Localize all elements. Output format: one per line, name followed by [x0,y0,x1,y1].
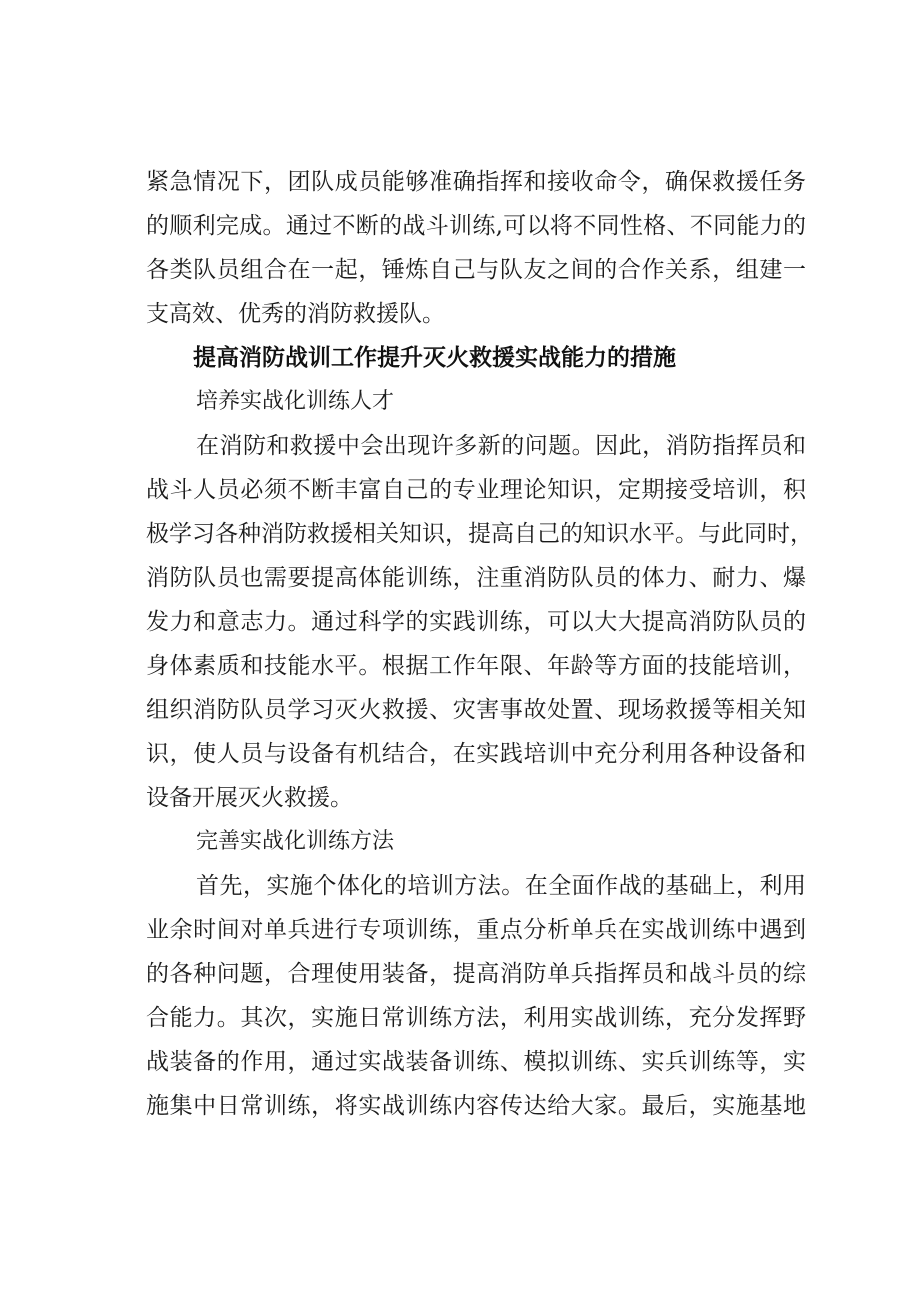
subsection-title-2: 完善实战化训练方法 [196,829,395,854]
paragraph-line: 设备开展灭火救援。 [146,785,353,811]
paragraph-line: 在消防和救援中会出现许多新的问题。因此，消防指挥员和 [196,433,806,459]
paragraph-line: 的顺利完成。通过不断的战斗训练,可以将不同性格、不同能力的 [146,213,806,239]
paragraph-line: 组织消防队员学习灭火救援、灾害事故处置、现场救援等相关知 [146,697,806,723]
paragraph-line: 消防队员也需要提高体能训练，注重消防队员的体力、耐力、爆 [146,565,806,591]
subsection-title-1: 培养实战化训练人才 [196,389,395,414]
paragraph-line: 首先，实施个体化的培训方法。在全面作战的基础上，利用 [196,873,806,899]
paragraph-line: 极学习各种消防救援相关知识，提高自己的知识水平。与此同时， [146,521,813,547]
paragraph-line: 战斗人员必须不断丰富自己的专业理论知识，定期接受培训，积 [146,477,806,503]
paragraph-line: 身体素质和技能水平。根据工作年限、年龄等方面的技能培训， [146,653,806,679]
paragraph-line: 施集中日常训练，将实战训练内容传达给大家。最后，实施基地 [146,1093,806,1119]
paragraph-line: 合能力。其次，实施日常训练方法，利用实战训练，充分发挥野 [146,1005,806,1031]
paragraph-line: 业余时间对单兵进行专项训练，重点分析单兵在实战训练中遇到 [146,917,806,943]
paragraph-line: 各类队员组合在一起，锤炼自己与队友之间的合作关系，组建一 [146,257,806,283]
section-heading: 提高消防战训工作提升灭火救援实战能力的措施 [193,345,676,371]
paragraph-line: 的各种问题，合理使用装备，提高消防单兵指挥员和战斗员的综 [146,961,806,987]
paragraph-line: 发力和意志力。通过科学的实践训练，可以大大提高消防队员的 [146,609,806,635]
paragraph-line: 战装备的作用，通过实战装备训练、模拟训练、实兵训练等，实 [146,1049,806,1075]
paragraph-line: 识，使人员与设备有机结合，在实践培训中充分利用各种设备和 [146,741,806,767]
paragraph-line: 支高效、优秀的消防救援队。 [146,301,445,327]
paragraph-line: 紧急情况下，团队成员能够准确指挥和接收命令，确保救援任务 [146,169,806,195]
